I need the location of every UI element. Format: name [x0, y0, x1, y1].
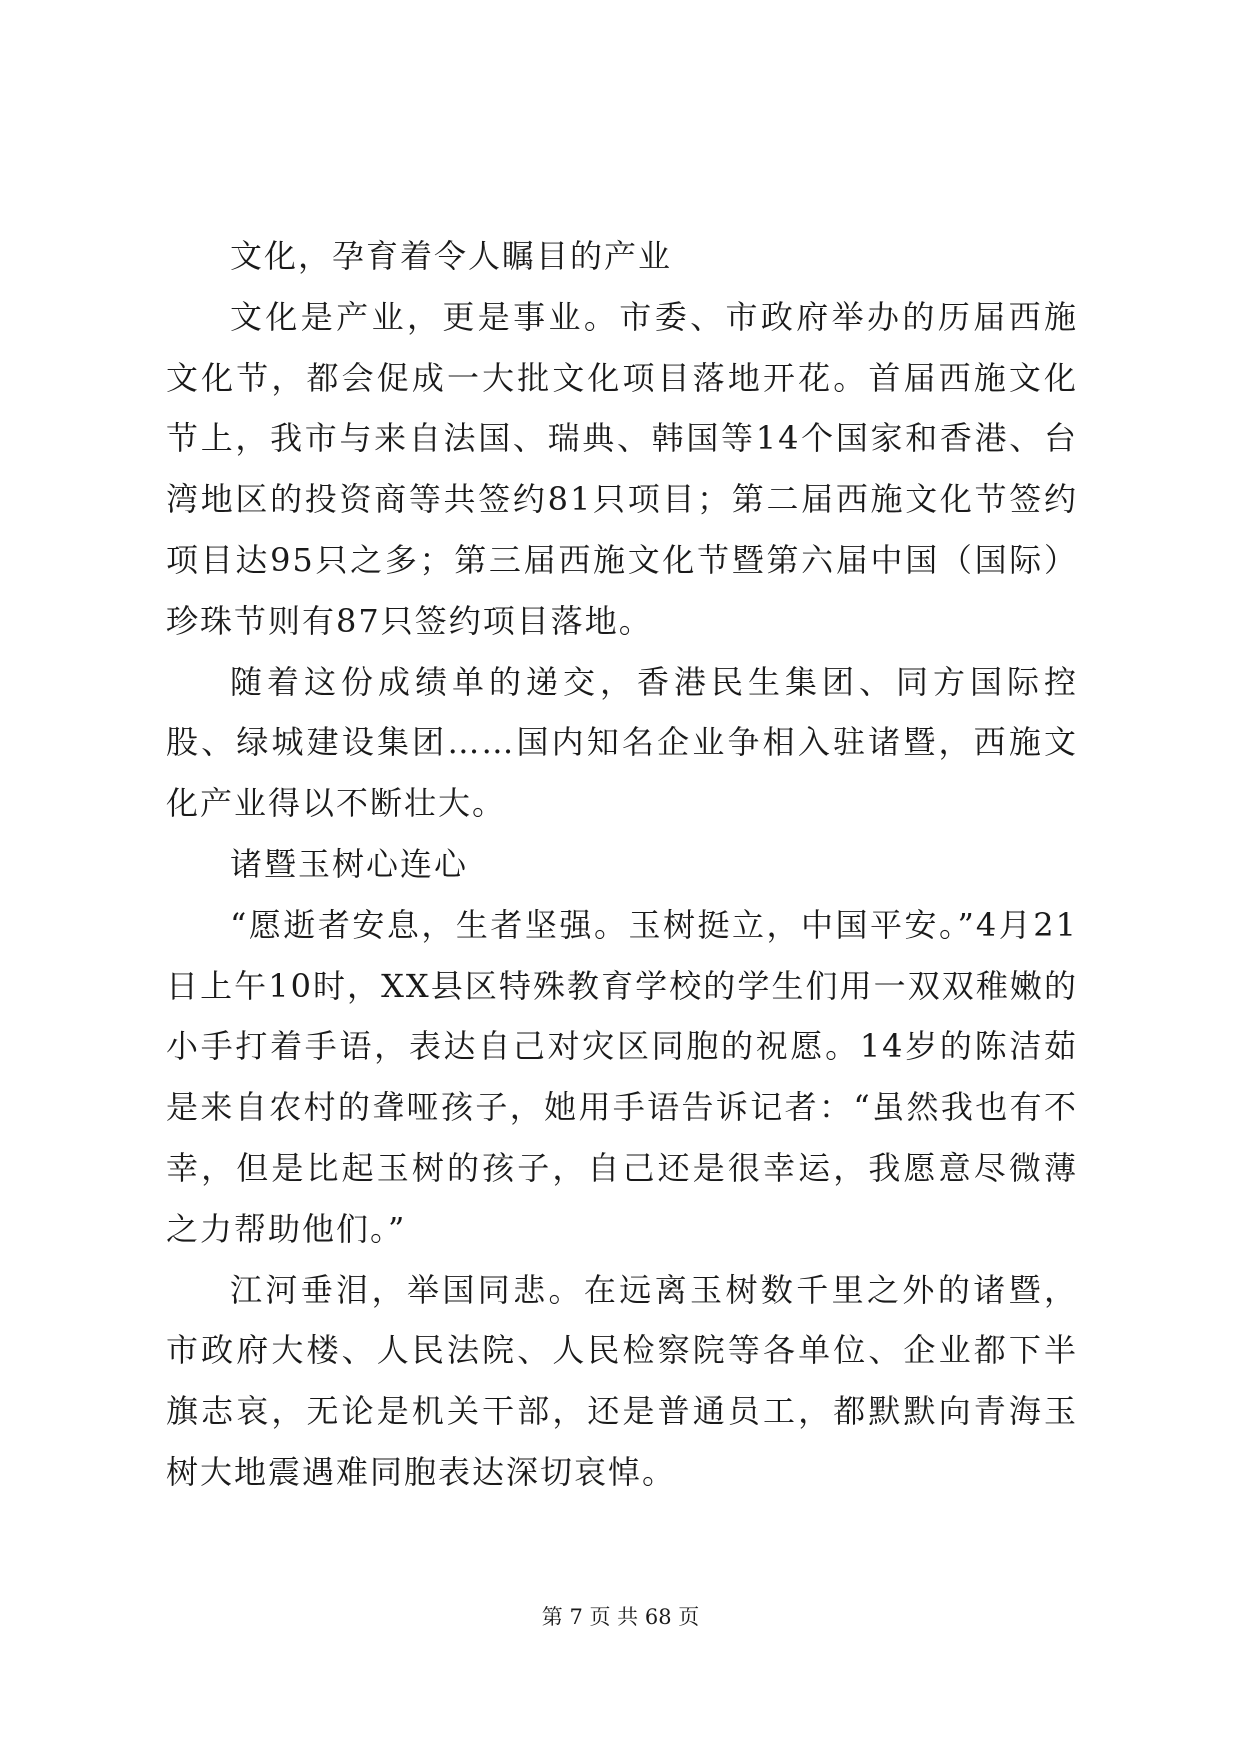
section-heading-yushu: 诸暨玉树心连心 [230, 844, 469, 883]
document-body [166, 226, 1078, 1503]
paragraph-students-sign-language: “愿逝者安息，生者坚强。玉树挺立，中国平安。”4月21日上午10时，XX县区特殊教育学校的学生们用一双双稚嫩的小手打着手语，表达自己对灾区同胞的祝愿。14岁的陈洁茹是来自农村的聋哑孩子，她用手语告诉记者：“虽然我也有不幸，但是比起玉树的孩子，自己还是很幸运，我愿意尽微薄之力帮助他们。” [166, 905, 1078, 1248]
section-heading-culture: 文化，孕育着令人瞩目的产业 [230, 237, 673, 275]
paragraph-mourning: 江河垂泪，举国同悲。在远离玉树数千里之外的诸暨，市政府大楼、人民法院、人民检察院等各单位、企业都下半旗志哀，无论是机关干部，还是普通员工，都默默向青海玉树大地震遇难同胞表达深切哀悼。 [166, 1270, 1078, 1491]
paragraph-enterprises: 随着这份成绩单的递交，香港民生集团、同方国际控股、绿城建设集团……国内知名企业争相入驻诸暨，西施文化产业得以不断壮大。 [166, 662, 1078, 823]
paragraph-culture-industry: 文化是产业，更是事业。市委、市政府举办的历届西施文化节，都会促成一大批文化项目落地开花。首届西施文化节上，我市与来自法国、瑞典、韩国等14个国家和香港、台湾地区的投资商等共签约81只项目；第二届西施文化节签约项目达95只之多；第三届西施文化节暨第六届中国（国际）珍珠节则有87只签约项目落地。 [166, 297, 1078, 640]
page-number-footer: 第 7 页 共 68 页 [541, 1605, 700, 1629]
